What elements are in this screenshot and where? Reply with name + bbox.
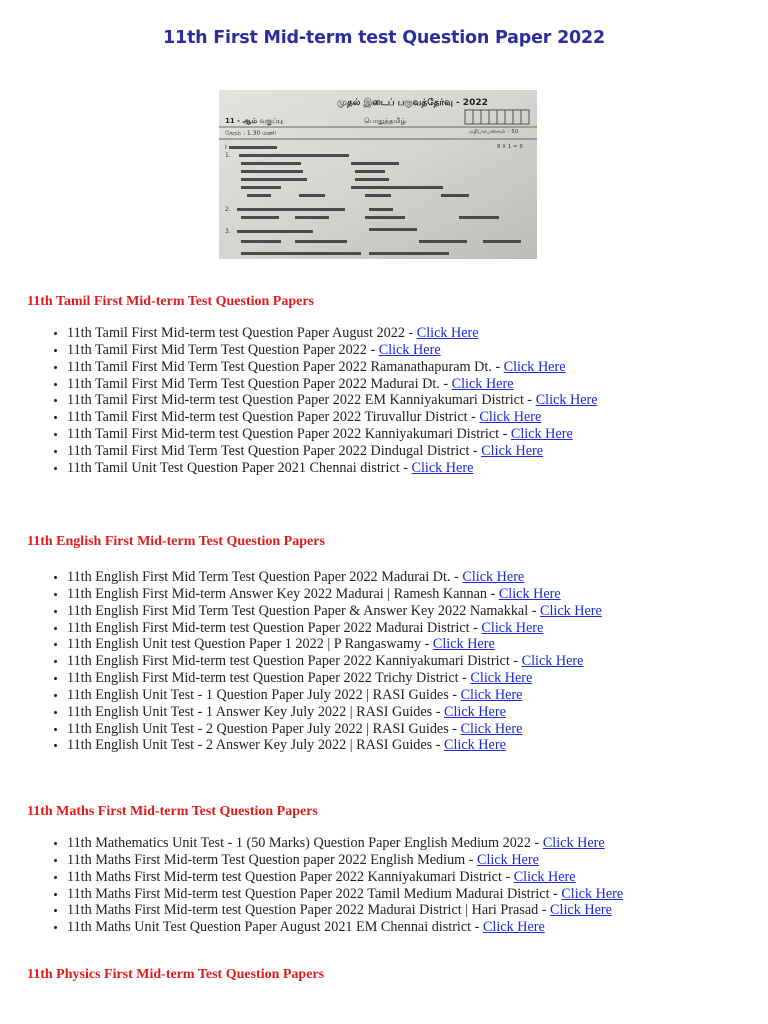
photo-marks: மதிப்பெண்கள் : 50 bbox=[469, 129, 519, 135]
click-here-link[interactable]: Click Here bbox=[510, 426, 573, 443]
photo-time: நேரம் : 1.30 மணி bbox=[225, 130, 276, 137]
list-item: • 11th Tamil First Mid-term test Question Paper August 2022 - Click Here bbox=[67, 325, 747, 342]
click-here-link[interactable]: Click Here bbox=[460, 720, 523, 737]
click-here-link[interactable]: Click Here bbox=[479, 409, 542, 426]
click-here-link[interactable]: Click Here bbox=[561, 885, 624, 902]
list-item: • 11th English Unit Test - 2 Answer Key July 2022 | RASI Guides - Click Here bbox=[67, 737, 747, 754]
click-here-link[interactable]: Click Here bbox=[432, 636, 495, 653]
list-item: • 11th English Unit Test - 1 Answer Key July 2022 | RASI Guides - Click Here bbox=[67, 704, 747, 721]
list-item: • 11th Tamil Unit Test Question Paper 2021 Chennai district - Click Here bbox=[67, 460, 747, 477]
section-heading: 11th Physics First Mid-term Test Question Papers bbox=[27, 967, 325, 982]
list-item: • 11th Maths Unit Test Question Paper August 2021 EM Chennai district - Click Here bbox=[67, 919, 747, 936]
link-list bbox=[27, 835, 747, 936]
list-item: • 11th English First Mid Term Test Question Paper 2022 Madurai Dt. - Click Here bbox=[67, 569, 747, 586]
click-here-link[interactable]: Click Here bbox=[462, 569, 525, 585]
click-here-link[interactable]: Click Here bbox=[481, 442, 544, 459]
list-item: • 11th Tamil First Mid Term Test Question Paper 2022 Madurai Dt. - Click Here bbox=[67, 376, 747, 393]
photo-class-label: 11 - ஆம் வகுப்பு bbox=[225, 117, 283, 125]
click-here-link[interactable]: Click Here bbox=[451, 375, 514, 392]
click-here-link[interactable]: Click Here bbox=[470, 670, 533, 687]
list-item: • 11th Maths First Mid-term test Question Paper 2022 Kanniyakumari District - Click Here bbox=[67, 869, 747, 886]
question-paper-photo bbox=[219, 90, 537, 259]
click-here-link[interactable]: Click Here bbox=[513, 868, 576, 885]
link-list bbox=[27, 325, 747, 477]
list-item: • 11th English Unit Test - 2 Question Paper July 2022 | RASI Guides - Click Here bbox=[67, 721, 747, 738]
section-physics bbox=[27, 966, 747, 984]
click-here-link[interactable]: Click Here bbox=[460, 686, 523, 703]
photo-subject: பொதுத்தமிழ் bbox=[364, 117, 407, 125]
section-heading: 11th Maths First Mid-term Test Question Papers bbox=[27, 804, 318, 819]
click-here-link[interactable]: Click Here bbox=[482, 919, 545, 936]
list-item: • 11th English First Mid-term test Question Paper 2022 Trichy District - Click Here bbox=[67, 670, 747, 687]
list-item: • 11th English First Mid-term Answer Key 2022 Madurai | Ramesh Kannan - Click Here bbox=[67, 586, 747, 603]
list-item: • 11th English Unit Test - 1 Question Paper July 2022 | RASI Guides - Click Here bbox=[67, 687, 747, 704]
list-item: • 11th Tamil First Mid Term Test Question Paper 2022 Ramanathapuram Dt. - Click Here bbox=[67, 359, 747, 376]
list-item: • 11th English First Mid Term Test Question Paper & Answer Key 2022 Namakkal - Click Here bbox=[67, 603, 747, 620]
list-item: • 11th Tamil First Mid-term test Question Paper 2022 Tiruvallur District - Click Here bbox=[67, 409, 747, 426]
section-heading: 11th Tamil First Mid-term Test Question Papers bbox=[27, 294, 314, 309]
list-item: • 11th Mathematics Unit Test - 1 (50 Marks) Question Paper English Medium 2022 - Click Here bbox=[67, 835, 747, 852]
section-tamil bbox=[27, 293, 747, 477]
svg-text:I: I bbox=[225, 144, 227, 151]
click-here-link[interactable]: Click Here bbox=[378, 341, 441, 358]
list-item: • 11th Maths First Mid-term Test Question paper 2022 English Medium - Click Here bbox=[67, 852, 747, 869]
section-maths bbox=[27, 803, 747, 936]
click-here-link[interactable]: Click Here bbox=[521, 653, 584, 670]
click-here-link[interactable]: Click Here bbox=[498, 585, 561, 602]
svg-text:1.: 1. bbox=[225, 152, 231, 159]
list-item: • 11th English Unit test Question Paper 1 2022 | P Rangaswamy - Click Here bbox=[67, 636, 747, 653]
svg-text:2.: 2. bbox=[225, 206, 231, 213]
click-here-link[interactable]: Click Here bbox=[444, 737, 506, 754]
click-here-link[interactable]: Click Here bbox=[550, 902, 612, 919]
svg-text:3.: 3. bbox=[225, 228, 231, 235]
click-here-link[interactable]: Click Here bbox=[539, 602, 602, 619]
section-english bbox=[27, 533, 747, 754]
click-here-link[interactable]: Click Here bbox=[503, 358, 566, 375]
list-item: • 11th Maths First Mid-term test Question Paper 2022 Madurai District | Hari Prasad - Click Here bbox=[67, 902, 747, 919]
list-item: • 11th Tamil First Mid-term test Question Paper 2022 EM Kanniyakumari District - Click Here bbox=[67, 392, 747, 409]
click-here-link[interactable]: Click Here bbox=[411, 459, 474, 476]
link-list bbox=[27, 569, 747, 754]
click-here-link[interactable]: Click Here bbox=[535, 392, 598, 409]
list-item: • 11th Tamil First Mid Term Test Question Paper 2022 Dindugal District - Click Here bbox=[67, 443, 747, 460]
section-heading: 11th English First Mid-term Test Question Papers bbox=[27, 534, 325, 549]
photo-scheme: 8 X 1 = 8 bbox=[497, 144, 523, 150]
list-item: • 11th Tamil First Mid-term test Question Paper 2022 Kanniyakumari District - Click Here bbox=[67, 426, 747, 443]
photo-heading: முதல் இடைப் பருவத்தேர்வு - 2022 bbox=[337, 98, 488, 108]
list-item: • 11th Tamil First Mid Term Test Question Paper 2022 - Click Here bbox=[67, 342, 747, 359]
page-title: 11th First Mid-term test Question Paper 2022 bbox=[163, 28, 605, 48]
click-here-link[interactable]: Click Here bbox=[416, 325, 479, 341]
click-here-link[interactable]: Click Here bbox=[542, 835, 605, 851]
click-here-link[interactable]: Click Here bbox=[444, 703, 506, 720]
list-item: • 11th English First Mid-term test Question Paper 2022 Madurai District - Click Here bbox=[67, 620, 747, 637]
click-here-link[interactable]: Click Here bbox=[481, 619, 544, 636]
click-here-link[interactable]: Click Here bbox=[477, 851, 539, 868]
list-item: • 11th Maths First Mid-term test Question Paper 2022 Tamil Medium Madurai District - Click Here bbox=[67, 886, 747, 903]
list-item: • 11th English First Mid-term test Question Paper 2022 Kanniyakumari District - Click Here bbox=[67, 653, 747, 670]
